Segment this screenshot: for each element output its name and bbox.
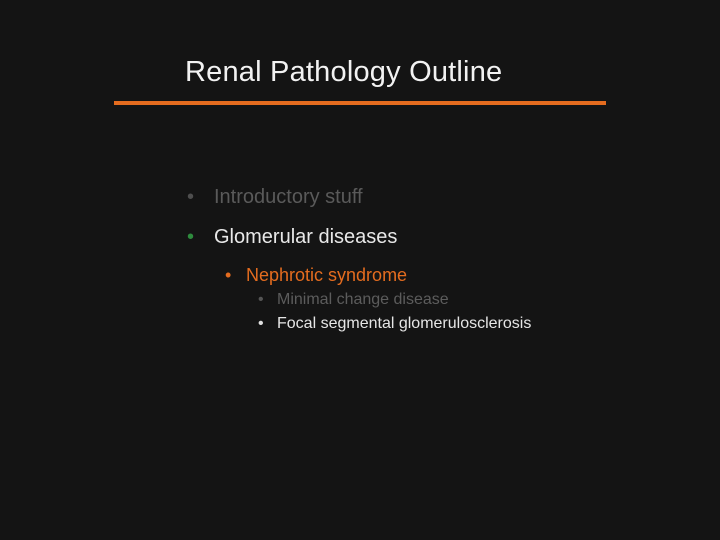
bullet-introductory-stuff (187, 186, 363, 209)
bullet-nephrotic-syndrome (225, 265, 407, 286)
bullet-marker: • (258, 315, 264, 332)
bullet-minimal-change-disease (258, 291, 449, 309)
bullet-text: Glomerular diseases (214, 226, 398, 248)
bullet-text: Introductory stuff (214, 186, 363, 208)
bullet-glomerular-diseases (187, 226, 397, 249)
bullet-marker: • (187, 186, 195, 208)
bullet-focal-segmental-glomerulosclerosis (258, 315, 531, 333)
bullet-text: Minimal change disease (277, 291, 449, 308)
title-underline (114, 101, 606, 105)
bullet-text: Focal segmental glomerulosclerosis (277, 315, 532, 332)
bullet-marker: • (258, 291, 264, 308)
bullet-marker: • (225, 265, 232, 285)
bullet-marker: • (187, 226, 195, 248)
slide-title: Renal Pathology Outline (185, 56, 503, 88)
bullet-text: Nephrotic syndrome (246, 265, 408, 285)
